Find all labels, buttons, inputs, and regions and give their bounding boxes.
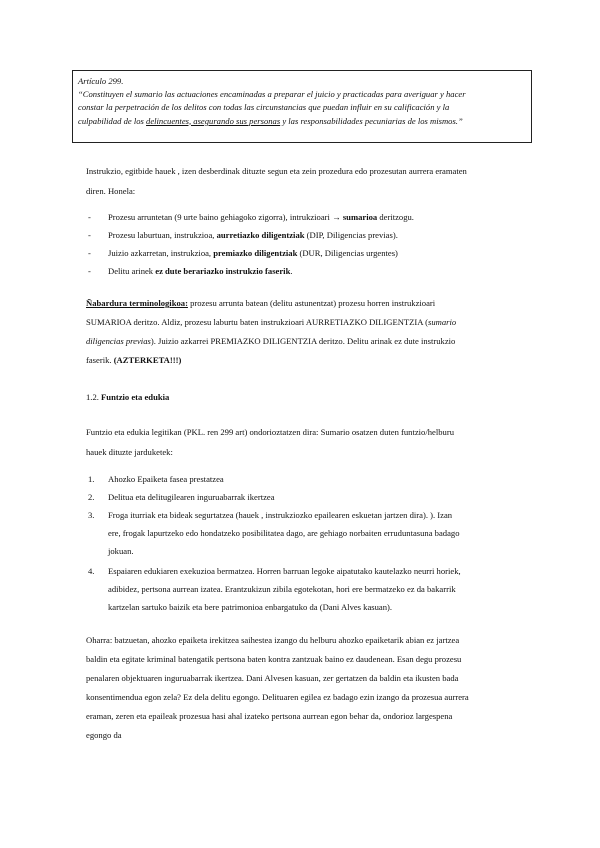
terminology-label: Ñabardura terminologikoa: [86, 298, 188, 308]
list-item-bold: sumarioa [340, 212, 378, 222]
list-item-text-end: deritzogu. [377, 212, 414, 222]
function-paragraph [86, 422, 526, 462]
list-item-text: Prozesu arruntetan (9 urte baino gehiagoko zigorra), intrukzioari [108, 212, 333, 222]
list-item-bold: ez dute berariazko instrukzio faserik [155, 266, 291, 276]
section-title: Funtzio eta edukia [98, 392, 170, 402]
numbered-item [86, 506, 526, 562]
item-line: Froga iturriak eta bideak segurtatzea (hauek , instrukziozko epailearen eskuetan jartzen dira). ). Izan [108, 510, 453, 520]
intro-paragraph [86, 161, 526, 201]
quote-underlined-text: delincuentes, asegurando sus personas [146, 115, 281, 126]
quote-line-3-start: culpabilidad de los [78, 115, 147, 126]
item-line: kartzelan sartuko baizik eta bere patrimonioa enbargatuko da (Dani Alves kasuan). [108, 602, 393, 612]
intro-line-2: diren. Honela: [86, 186, 136, 196]
function-line-2: hauek dituzte jarduketek: [86, 447, 173, 457]
note-line: konsentimendua egon zela? Ez dela delitu egongo. Delituaren egilea ez badago ezin izango da prozesua aurrera [86, 692, 469, 702]
item-line: jokuan. [108, 546, 134, 556]
exam-note: (AZTERKETA!!!) [113, 355, 182, 365]
item-number: 1. [88, 474, 95, 484]
numbered-item [86, 488, 526, 506]
item-line: Ahozko Epaiketa fasea prestatzea [108, 474, 224, 484]
terminology-line-2: SUMARIOA deritzo. Aldiz, prozesu laburtu baten instrukzioari AURRETIAZKO DILIGENTZIA ( [86, 317, 429, 327]
item-number: 2. [88, 492, 95, 502]
terminology-line-3: ). Juizio azkarrei PREMIAZKO DILIGENTZIA deritzo. Delitu arinak ez dute instrukzio [150, 336, 456, 346]
quote-line-3 [78, 115, 526, 128]
list-item-text-end: (DUR, Diligencias urgentes) [297, 248, 398, 258]
note-line: Oharra: batzuetan, ahozko epaiketa irekitzea saihestea izango du helburu ahozko epaiketarik abian ez jartzea [86, 635, 460, 645]
list-dash: - [88, 248, 91, 258]
item-number: 4. [88, 566, 95, 576]
quote-line-1: “Constituyen el sumario las actuaciones encaminadas a preparar el juicio y practicadas para averiguar y hacer [78, 89, 466, 100]
note-line: egongo da [86, 730, 122, 740]
item-line: adibidez, pertsona aurrean izatea. Erantzukizun zibila egotekotan, hori ere bermatzeko ez da bakarrik [108, 584, 456, 594]
function-list [86, 470, 526, 618]
item-line: Delitua eta delitugilearen inguruabarrak ikertzea [108, 492, 275, 502]
terminology-italic-1: sumario [428, 317, 457, 327]
list-item-text: Prozesu laburtuan, instrukzioa, [108, 230, 217, 240]
list-dash: - [88, 266, 91, 276]
intro-line-1: Instrukzio, egitbide hauek , izen desberdinak dituzte segun eta zein prozedura edo prozesutan aurrera eramaten [86, 166, 467, 176]
item-line: Espaiaren edukiaren exekuzioa bermatzea. Horren barruan legoke aipatutako kautelazko neurri horiek, [108, 566, 461, 576]
terminology-italic-2: diligencias previas [86, 336, 151, 346]
list-item [86, 212, 526, 230]
numbered-item [86, 470, 526, 488]
note-line: penalaren objektuaren inguruabarrak ikertzea. Dani Alvesen kasuan, zer gertatzen da baldin eta ikusten bada [86, 673, 459, 683]
note-paragraph [86, 631, 526, 745]
item-number: 3. [88, 510, 95, 520]
note-line: baldin eta egitate kriminal batengatik pertsona baten kontra zantzuak baino ez daudenean. Esan degu prozesu [86, 654, 462, 664]
numbered-item [86, 562, 526, 618]
list-item-bold: premiazko diligentziak [213, 248, 298, 258]
terminology-line-1: prozesu arrunta batean (delitu astunentzat) prozesu horren instrukzioari [187, 298, 436, 308]
list-item [86, 248, 526, 266]
list-dash: - [88, 212, 91, 222]
quote-line-2: constar la perpetración de los delitos con todas las circunstancias que puedan influir en su calificación y la [78, 102, 450, 113]
quote-title: Artículo 299. [78, 76, 124, 86]
list-item-text: Delitu arinek [108, 266, 156, 276]
right-arrow-icon: → [332, 212, 341, 222]
terminology-note [86, 294, 526, 370]
list-item-text: Juizio azkarretan, instrukzioa, [108, 248, 214, 258]
list-item-text-end: . [290, 266, 293, 276]
list-dash: - [88, 230, 91, 240]
list-item [86, 266, 526, 284]
function-line-1: Funtzio eta edukia legitikan (PKL. ren 299 art) ondorioztatzen dira: Sumario osatzen duten funtzio/helburu [86, 427, 454, 437]
list-item-bold: aurretiazko diligentziak [216, 230, 305, 240]
section-heading [86, 387, 526, 407]
quote-box [72, 70, 532, 143]
list-item [86, 230, 526, 248]
item-line: ere, frogak lapurtzeko edo hondatzeko posibilitatea dago, are gehiago norbaiten erruduntasuna badago [108, 528, 460, 538]
quote-line-3-end: y las responsabilidades pecuniarias de los mismos.” [280, 115, 463, 126]
terminology-line-4: faserik. [86, 355, 114, 365]
list-item-text-end: (DIP, Diligencias previas). [304, 230, 398, 240]
procedure-list [86, 212, 526, 284]
note-line: eraman, zeren eta epaileak prozesua hasi ahal izateko pertsona aurrean egon behar da, ondorioz largespena [86, 711, 453, 721]
section-number: 1.2. [86, 392, 99, 402]
